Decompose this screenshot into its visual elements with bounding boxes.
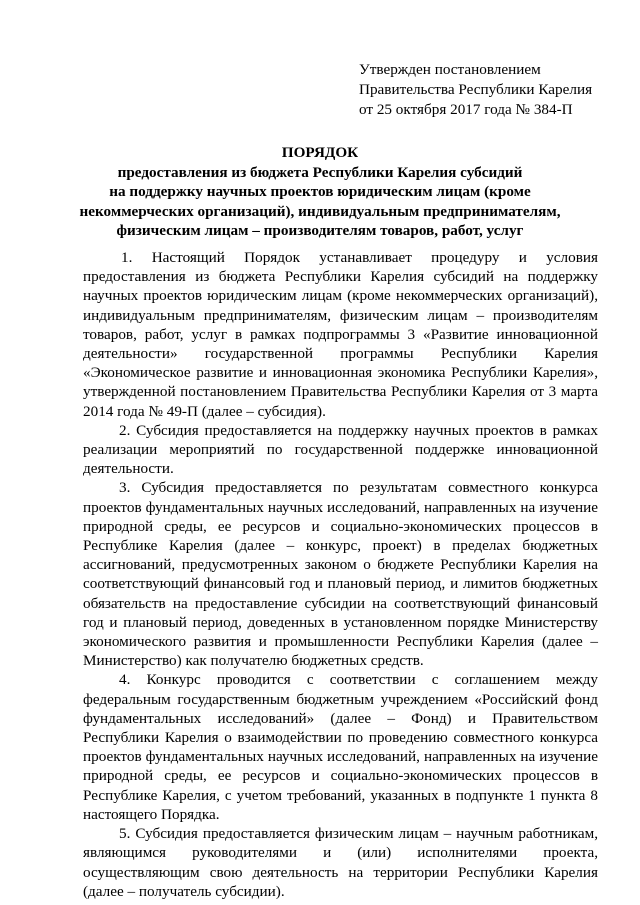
title-line-3: некоммерческих организаций), индивидуальным предпринимателям, [79, 202, 561, 220]
approval-line-1: Утвержден постановлением [359, 61, 541, 78]
title-heading: ПОРЯДОК [281, 144, 359, 161]
paragraph-1: 1. Настоящий Порядок устанавливает процедуру и условия предоставления из бюджета Республики Карелия субсидий на поддержку научных проектов юридическим лицам (кроме некоммерческих организаций), индивидуальным предпринимателям, физическим лицам – производителям товаров, работ, услуг в рамках подпрограммы 3 «Развитие инновационной деятельности» государственной программы Республики Карелия «Экономическое развитие и инновационная экономика Республики Карелия», утвержденной постановлением Правительства Республики Карелия от 3 марта 2014 года № 49-П (далее – субсидия). [83, 249, 598, 420]
approval-line-3: от 25 октября 2017 года № 384-П [359, 101, 573, 118]
title-line-2: на поддержку научных проектов юридическим лицам (кроме [109, 183, 531, 201]
title-line-4: физическим лицам – производителям товаров, работ, услуг [116, 222, 524, 240]
document-body [83, 248, 598, 901]
title-line-1: предоставления из бюджета Республики Карелия субсидий [117, 163, 523, 181]
approval-stamp [359, 60, 629, 120]
paragraph-2: 2. Субсидия предоставляется на поддержку научных проектов в рамках реализации мероприятий по государственной поддержке инновационной деятельности. [83, 421, 598, 478]
paragraph-5: 5. Субсидия предоставляется физическим лицам – научным работникам, являющимся руководителями и (или) исполнителями проекта, осуществляющим свою деятельность на территории Республики Карелия (далее – получатель субсидии). [83, 825, 598, 900]
paragraph-3: 3. Субсидия предоставляется по результатам совместного конкурса проектов фундаментальных научных исследований, направленных на изучение природной среды, ее ресурсов и социально-экономических процессов в Республике Карелия (далее – конкурс, проект) в пределах бюджетных ассигнований, предусмотренных законом о бюджете Республики Карелия на соответствующий финансовый год и плановый период, и лимитов бюджетных обязательств на предоставление субсидии на соответствующий финансовый год и плановый период, доведенных в установленном порядке Министерству экономического развития и промышленности Республики Карелия (далее – Министерство) как получателю бюджетных средств. [83, 479, 598, 670]
document-title [60, 143, 580, 241]
paragraph-4: 4. Конкурс проводится с соответствии с соглашением между федеральным государственным бюджетным учреждением «Российский фонд фундаментальных исследований» (далее – Фонд) и Правительством Республики Карелия о взаимодействии по проведению совместного конкурса проектов фундаментальных научных исследований, направленных на изучение природной среды, ее ресурсов и социально-экономических процессов в Республике Карелия, с учетом требований, указанных в подпункте 1 пункта 8 настоящего Порядка. [83, 671, 598, 823]
approval-line-2: Правительства Республики Карелия [359, 81, 593, 98]
